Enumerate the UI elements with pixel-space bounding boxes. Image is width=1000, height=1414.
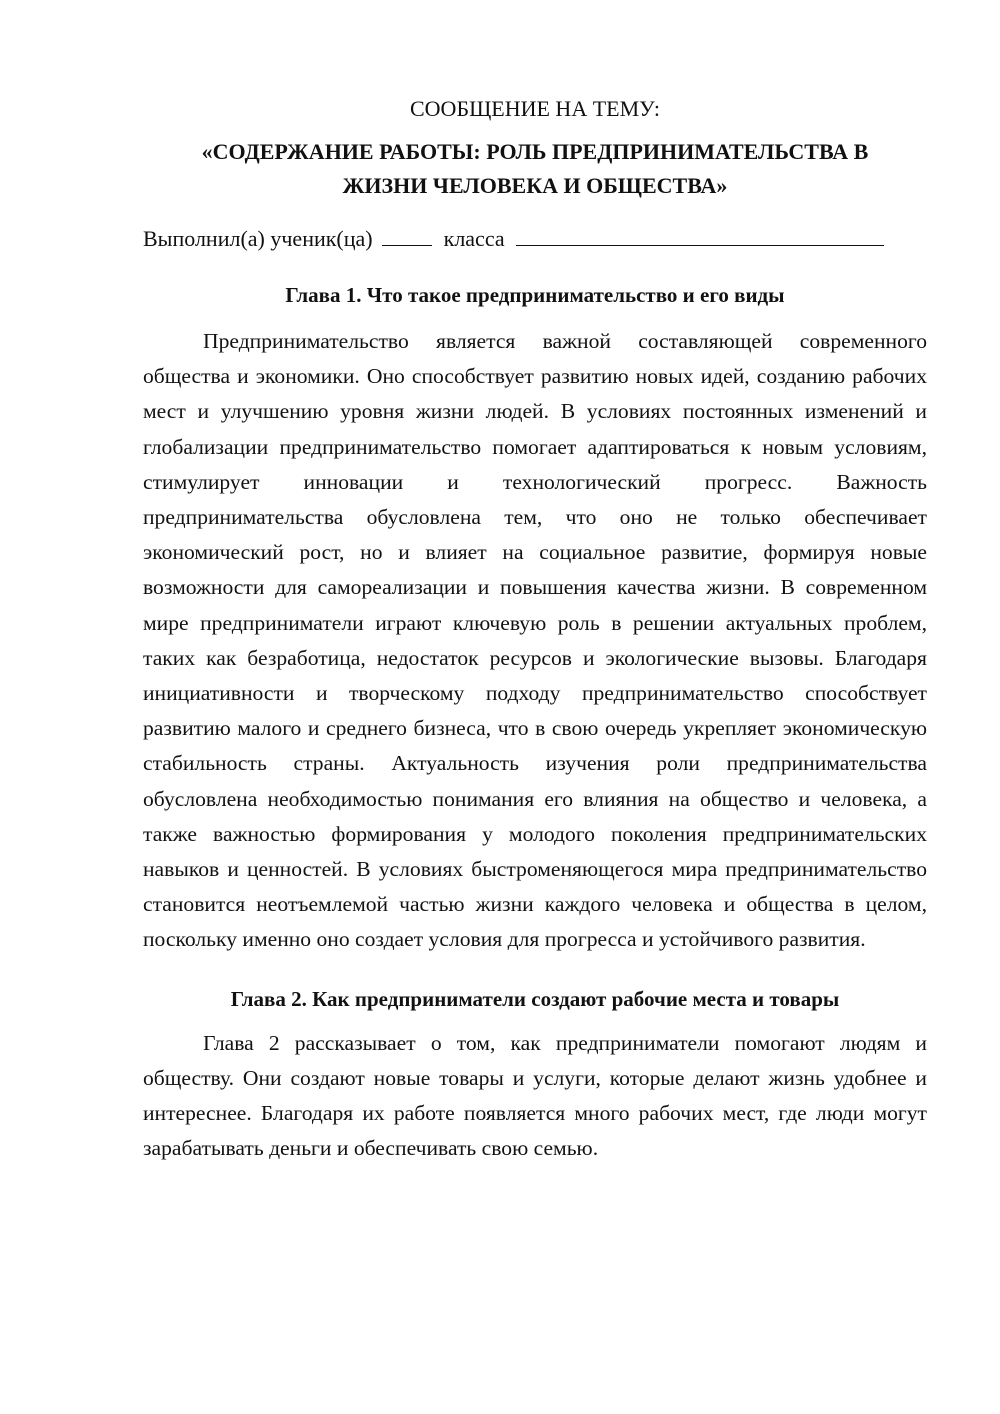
chapter-1-paragraph: Предпринимательство является важной составляющей современного общества и экономики. Оно способствует развитию новых идей, созданию рабочих мест и улучшению уровня жизни людей. В условиях постоянных изменений и глобализации предпринимательство помогает адаптироваться к новым условиям, стимулирует инновации и технологический прогресс. Важность предпринимательства обусловлена тем, что оно не только обеспечивает экономический рост, но и влияет на социальное развитие, формируя новые возможности для самореализации и повышения качества жизни. В современном мире предприниматели играют ключевую роль в решении актуальных проблем, таких как безработица, недостаток ресурсов и экологические вызовы. Благодаря инициативности и творческому подходу предпринимательство способствует развитию малого и среднего бизнеса, что в свою очередь укрепляет экономическую стабильность страны. Актуальность изучения роли предпринимательства обусловлена необходимостью понимания его влияния на общество и человека, а также важностью формирования у молодого поколения предпринимательских навыков и ценностей. В условиях быстроменяющегося мира предпринимательство становится неотъемлемой частью жизни каждого человека и общества в целом, поскольку именно оно создает условия для прогресса и устойчивого развития. xyxy=(143,329,927,952)
document-title-line-1: «СОДЕРЖАНИЕ РАБОТЫ: РОЛЬ ПРЕДПРИНИМАТЕЛЬСТВА В xyxy=(201,139,869,164)
author-class-label: класса xyxy=(443,226,505,251)
chapter-2-title: Глава 2. Как предприниматели создают рабочие места и товары xyxy=(230,986,840,1011)
class-number-blank xyxy=(382,227,432,246)
author-name-blank xyxy=(516,227,884,246)
document-content xyxy=(143,92,927,1166)
author-prefix: Выполнил(а) ученик(ца) xyxy=(143,226,373,251)
chapter-2-paragraph: Глава 2 рассказывает о том, как предприниматели помогают людям и обществу. Они создают новые товары и услуги, которые делают жизнь удобнее и интереснее. Благодаря их работе появляется много рабочих мест, где люди могут зарабатывать деньги и обеспечивать свою семью. xyxy=(143,1030,927,1161)
document-title-line-2: ЖИЗНИ ЧЕЛОВЕКА И ОБЩЕСТВА» xyxy=(342,173,728,198)
author-line xyxy=(143,222,927,256)
document-title-top: СООБЩЕНИЕ НА ТЕМУ: xyxy=(410,96,660,121)
document-title xyxy=(143,135,927,203)
chapter-1-title: Глава 1. Что такое предпринимательство и его виды xyxy=(285,283,785,307)
